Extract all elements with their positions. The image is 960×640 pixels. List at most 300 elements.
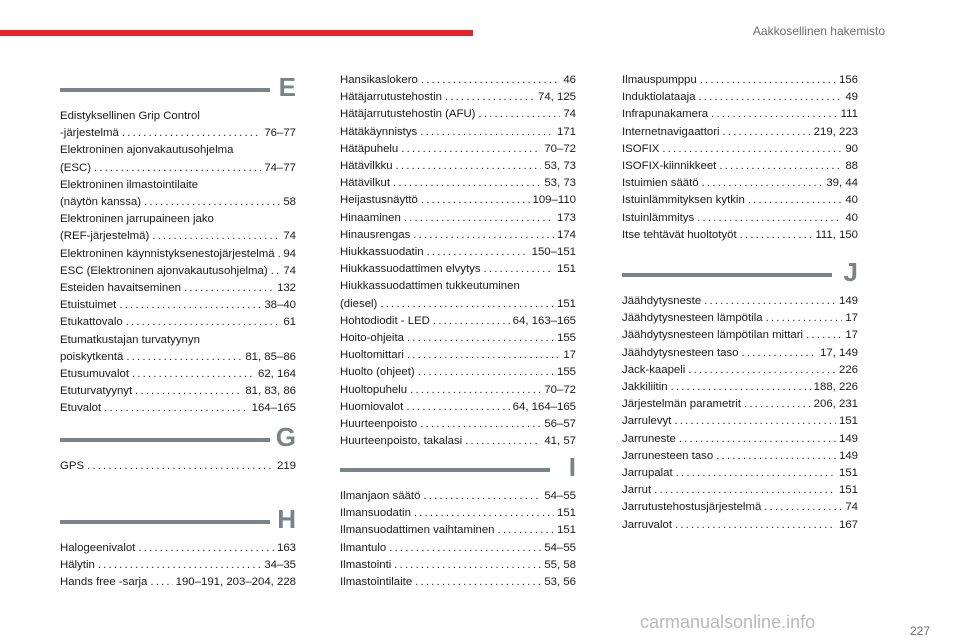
entry-pages: 76–77 xyxy=(264,127,296,140)
section-entries xyxy=(60,458,296,475)
section-rule xyxy=(60,520,270,524)
dot-leader xyxy=(271,263,281,280)
entry-label: Hohtodiodit - LED xyxy=(340,314,430,327)
index-entry xyxy=(340,416,576,433)
entry-row xyxy=(60,314,296,331)
entry-label: Huoltopuhelu xyxy=(340,383,408,396)
entry-row xyxy=(340,124,576,141)
dot-leader xyxy=(427,244,529,261)
entry-pages: 219, 223 xyxy=(813,125,858,138)
entry-row xyxy=(340,89,576,106)
entry-pages: 74 xyxy=(845,501,858,514)
index-entry xyxy=(622,72,858,89)
entry-pages: 64, 164–165 xyxy=(512,400,576,413)
dot-leader xyxy=(688,362,836,379)
entry-pages: 17 xyxy=(563,349,576,362)
entry-label: Hätävilkku xyxy=(340,160,393,173)
index-entry xyxy=(340,330,576,347)
index-entry xyxy=(622,431,858,448)
section-i-continued xyxy=(622,72,858,244)
dot-leader xyxy=(389,540,541,557)
dot-leader xyxy=(418,364,554,381)
dot-leader xyxy=(423,488,541,505)
entry-label: Etuistuimet xyxy=(60,299,117,312)
section-header xyxy=(340,452,576,488)
index-entry xyxy=(622,327,858,344)
entry-row xyxy=(60,280,296,297)
index-entry xyxy=(622,517,858,534)
dot-leader xyxy=(135,383,242,400)
section-entries xyxy=(60,540,296,592)
entry-row xyxy=(622,72,858,89)
dot-leader xyxy=(654,482,836,499)
entry-pages: 39, 44 xyxy=(826,177,858,190)
entry-pages: 151 xyxy=(838,467,858,480)
entry-label: Jäähdytysnesteen lämpötila xyxy=(622,312,763,325)
entry-label: poiskytkentä xyxy=(60,350,124,363)
dot-leader xyxy=(764,499,842,516)
entry-label: Istuinlämmitys xyxy=(622,211,695,224)
entry-label: Infrapunakamera xyxy=(622,108,709,121)
entry-row xyxy=(622,175,858,192)
dot-leader xyxy=(702,175,824,192)
dot-leader xyxy=(748,192,843,209)
index-entry xyxy=(340,175,576,192)
index-entry xyxy=(622,362,858,379)
section-letter: H xyxy=(277,504,296,534)
entry-row xyxy=(340,106,576,123)
section-letter: E xyxy=(278,72,296,102)
index-entry xyxy=(340,433,576,450)
entry-row xyxy=(622,448,858,465)
entry-label: Esteiden havaitseminen xyxy=(60,282,181,295)
entry-label: Jäähdytysneste xyxy=(622,295,702,307)
index-entry xyxy=(340,124,576,141)
index-entry xyxy=(60,280,296,297)
entry-label: Ilmansuodatin xyxy=(340,507,411,520)
page-number: 227 xyxy=(909,624,930,638)
index-entry xyxy=(340,278,576,312)
entry-label: Istuinlämmityksen kytkin xyxy=(622,194,745,207)
index-entry xyxy=(60,142,296,176)
index-entry xyxy=(622,396,858,413)
entry-row xyxy=(340,433,576,450)
entry-row xyxy=(340,158,576,175)
dot-leader xyxy=(766,310,843,327)
entry-row xyxy=(340,347,576,364)
entry-row xyxy=(60,557,296,574)
dot-leader xyxy=(380,296,554,313)
entry-pages: 55, 58 xyxy=(544,558,576,571)
dot-leader xyxy=(415,574,541,591)
entry-label: (ESC) xyxy=(60,161,92,174)
entry-row xyxy=(622,192,858,209)
entry-label: Induktiolataaja xyxy=(622,91,696,104)
entry-label: Hoito-ohjeita xyxy=(340,332,404,345)
entry-label: Ilmastointilaite xyxy=(340,576,413,589)
entry-pages: 61 xyxy=(283,316,296,329)
entry-row xyxy=(340,313,576,330)
entry-row xyxy=(340,261,576,278)
dot-leader xyxy=(138,540,274,557)
section-entries xyxy=(340,72,576,450)
dot-leader xyxy=(94,160,261,177)
entry-pages: 54–55 xyxy=(544,490,576,502)
entry-label: Järjestelmän parametrit xyxy=(622,398,742,411)
entry-label: Etusumuvalot xyxy=(60,368,130,381)
index-entry xyxy=(622,448,858,465)
index-entry xyxy=(340,399,576,416)
entry-label: ISOFIX xyxy=(622,142,660,155)
index-entry xyxy=(622,106,858,123)
dot-leader xyxy=(679,431,836,448)
entry-pages: 74, 125 xyxy=(537,91,576,104)
entry-pages: 151 xyxy=(556,297,576,310)
index-entry xyxy=(60,332,296,366)
dot-leader xyxy=(675,517,836,534)
entry-pages: 46 xyxy=(563,74,576,86)
section-entries xyxy=(340,488,576,591)
entry-row xyxy=(340,192,576,209)
index-entry xyxy=(340,210,576,227)
section-e xyxy=(60,72,296,418)
entry-label: Halogeenivalot xyxy=(60,542,136,554)
watermark: carmanualsonline.info xyxy=(640,612,816,632)
index-entry xyxy=(340,540,576,557)
index-entry xyxy=(60,458,296,475)
entry-pages: 54–55 xyxy=(544,541,576,554)
index-entry xyxy=(60,557,296,574)
dot-leader xyxy=(184,280,274,297)
entry-pages: 74 xyxy=(283,264,296,277)
entry-row xyxy=(340,382,576,399)
section-letter: G xyxy=(275,422,296,452)
entry-label: Ilmanjaon säätö xyxy=(340,490,421,502)
dot-leader xyxy=(152,228,280,245)
entry-label: Elektroninen jarrupaineen jako xyxy=(60,213,214,226)
entry-pages: 41, 57 xyxy=(544,435,576,448)
index-entry xyxy=(340,158,576,175)
entry-pages: 38–40 xyxy=(264,299,296,312)
entry-row xyxy=(340,175,576,192)
entry-pages: 206, 231 xyxy=(813,398,858,411)
dot-leader xyxy=(87,458,274,475)
dot-leader xyxy=(122,125,261,142)
entry-pages: 53, 73 xyxy=(544,160,576,173)
entry-label: Jarrut xyxy=(622,484,652,497)
entry-row xyxy=(60,400,296,417)
dot-leader xyxy=(126,349,242,366)
entry-row xyxy=(60,246,296,263)
entry-pages: 81, 83, 86 xyxy=(245,385,296,398)
index-entry xyxy=(622,141,858,158)
page-header-title: Aakkosellinen hakemisto xyxy=(752,24,885,38)
index-entry xyxy=(340,505,576,522)
dot-leader xyxy=(676,465,836,482)
section-rule xyxy=(60,438,270,442)
entry-row xyxy=(622,210,858,227)
dot-leader xyxy=(119,297,261,314)
entry-label: Elektroninen ilmastointilaite xyxy=(60,178,199,191)
entry-pages: 34–35 xyxy=(264,559,296,572)
entry-row xyxy=(622,482,858,499)
index-entry xyxy=(622,465,858,482)
entry-row xyxy=(60,160,296,177)
entry-pages: 88 xyxy=(845,160,858,173)
dot-leader xyxy=(700,72,836,89)
section-i xyxy=(340,452,576,591)
dot-leader xyxy=(401,141,541,158)
entry-pages: 17 xyxy=(845,312,858,325)
entry-label: Itse tehtävät huoltotyöt xyxy=(622,228,737,241)
entry-pages: 111 xyxy=(840,108,858,121)
entry-label: (REF-järjestelmä) xyxy=(60,230,150,243)
entry-label: Hiukkassuodattimen tukkeutuminen xyxy=(340,280,520,293)
entry-row xyxy=(60,574,296,591)
entry-pages: 156 xyxy=(838,74,858,86)
dot-leader xyxy=(674,413,836,430)
entry-pages: 151 xyxy=(556,507,576,520)
entry-pages: 155 xyxy=(556,332,576,345)
dot-leader xyxy=(98,557,261,574)
entry-pages: 219 xyxy=(276,460,296,472)
entry-row xyxy=(622,124,858,141)
dot-leader xyxy=(671,379,811,396)
entry-pages: 70–72 xyxy=(544,142,576,155)
entry-label: Etuturvatyynyt xyxy=(60,385,133,398)
dot-leader xyxy=(698,89,842,106)
entry-label: Huurteenpoisto, takalasi xyxy=(340,435,463,448)
index-entry xyxy=(622,158,858,175)
section-header xyxy=(60,422,296,458)
entry-row xyxy=(340,141,576,158)
entry-row xyxy=(622,141,858,158)
entry-row xyxy=(622,396,858,413)
entry-row xyxy=(60,228,296,245)
index-entry xyxy=(340,347,576,364)
index-entry xyxy=(60,108,296,142)
dot-leader xyxy=(420,416,541,433)
entry-pages: 53, 73 xyxy=(544,177,576,190)
dot-leader xyxy=(421,192,530,209)
entry-pages: 111, 150 xyxy=(815,228,858,241)
entry-row xyxy=(622,413,858,430)
entry-label: Jäähdytysnesteen lämpötilan mittari xyxy=(622,329,804,342)
entry-pages: 164–165 xyxy=(251,402,296,415)
dot-leader xyxy=(498,522,554,539)
entry-label: Huurteenpoisto xyxy=(340,418,418,431)
entry-pages: 17, 149 xyxy=(819,346,858,359)
entry-pages: 132 xyxy=(276,282,296,295)
entry-pages: 40 xyxy=(845,194,858,207)
dot-leader xyxy=(278,246,281,263)
entry-row xyxy=(60,366,296,383)
dot-leader xyxy=(407,347,560,364)
entry-pages: 74 xyxy=(563,108,576,121)
entry-row xyxy=(622,465,858,482)
index-entry xyxy=(60,297,296,314)
entry-row xyxy=(622,362,858,379)
entry-pages: 149 xyxy=(838,449,858,462)
entry-label: (diesel) xyxy=(340,297,378,310)
section-entries xyxy=(622,72,858,244)
index-entry xyxy=(622,210,858,227)
entry-pages: 62, 164 xyxy=(257,368,296,381)
index-entry xyxy=(340,574,576,591)
entry-label: Hinaaminen xyxy=(340,211,401,224)
section-rule xyxy=(60,88,270,92)
dot-leader xyxy=(806,327,842,344)
entry-row xyxy=(340,72,576,89)
entry-row xyxy=(340,227,576,244)
entry-label: Elektroninen käynnistyksenestojärjestelmä xyxy=(60,247,275,260)
entry-row xyxy=(60,194,296,211)
dot-leader xyxy=(396,158,542,175)
entry-label: Edistyksellinen Grip Control xyxy=(60,110,200,122)
entry-label: Jarruvalot xyxy=(622,518,673,531)
entry-pages: 151 xyxy=(838,484,858,497)
entry-label: Ilmansuodattimen vaihtaminen xyxy=(340,524,495,537)
index-entry xyxy=(622,345,858,362)
section-letter: I xyxy=(568,452,576,482)
entry-pages: 151 xyxy=(838,415,858,428)
index-entry xyxy=(622,310,858,327)
entry-pages: 74 xyxy=(283,230,296,243)
index-entry xyxy=(60,263,296,280)
entry-label: Elektroninen ajonvakautusohjelma xyxy=(60,144,234,157)
index-entry xyxy=(340,141,576,158)
entry-pages: 58 xyxy=(283,196,296,209)
entry-pages: 167 xyxy=(838,518,858,531)
entry-label: Hätävilkut xyxy=(340,177,391,190)
dot-leader xyxy=(742,345,817,362)
index-entry xyxy=(340,192,576,209)
entry-row xyxy=(60,540,296,557)
entry-row xyxy=(60,125,296,142)
index-entry xyxy=(340,313,576,330)
entry-label: Heijastusnäyttö xyxy=(340,194,418,207)
dot-leader xyxy=(126,314,281,331)
entry-row xyxy=(340,364,576,381)
index-entry xyxy=(622,482,858,499)
entry-label: Hands free -sarja xyxy=(60,576,148,589)
section-header xyxy=(60,504,296,540)
entry-row xyxy=(622,106,858,123)
index-entry xyxy=(60,400,296,417)
index-entry xyxy=(340,522,576,539)
dot-leader xyxy=(445,89,535,106)
entry-row xyxy=(340,505,576,522)
entry-row xyxy=(622,310,858,327)
index-entry xyxy=(622,413,858,430)
entry-label: Huolto (ohjeet) xyxy=(340,366,415,379)
entry-row xyxy=(340,540,576,557)
entry-pages: 226 xyxy=(838,363,858,376)
section-rule xyxy=(340,468,550,472)
entry-pages: 149 xyxy=(838,295,858,307)
entry-row xyxy=(60,349,296,366)
entry-pages: 17 xyxy=(845,329,858,342)
index-entry xyxy=(622,124,858,141)
entry-row xyxy=(340,210,576,227)
entry-row xyxy=(622,431,858,448)
index-entry xyxy=(340,72,576,89)
entry-label: Internetnavigaattori xyxy=(622,125,720,138)
entry-row xyxy=(622,327,858,344)
entry-label: Hälytin xyxy=(60,559,95,572)
entry-label: Hätäjarrutustehostin (AFU) xyxy=(340,108,476,121)
entry-row xyxy=(340,416,576,433)
index-entry xyxy=(60,540,296,557)
dot-leader xyxy=(404,210,554,227)
entry-label: Jarrunesteen taso xyxy=(622,449,714,462)
dot-leader xyxy=(484,261,554,278)
index-entry xyxy=(622,499,858,516)
entry-label: Jakkiliitin xyxy=(622,381,668,394)
index-entry xyxy=(622,227,858,244)
entry-pages: 74–77 xyxy=(264,161,296,174)
index-entry xyxy=(60,177,296,211)
dot-leader xyxy=(716,448,836,465)
dot-leader xyxy=(433,313,510,330)
section-h-continued xyxy=(340,72,576,450)
index-entry xyxy=(340,89,576,106)
dot-leader xyxy=(150,574,172,591)
dot-leader xyxy=(740,227,813,244)
index-entry xyxy=(340,244,576,261)
section-entries xyxy=(60,108,296,418)
entry-row xyxy=(622,89,858,106)
dot-leader xyxy=(744,396,811,413)
entry-row xyxy=(340,244,576,261)
dot-leader xyxy=(410,382,541,399)
entry-row xyxy=(340,399,576,416)
entry-pages: 81, 85–86 xyxy=(245,350,296,363)
section-entries xyxy=(622,293,858,534)
entry-label: Jäähdytysnesteen taso xyxy=(622,346,739,359)
entry-label: Ilmastointi xyxy=(340,558,392,571)
entry-label: Huomiovalot xyxy=(340,400,404,413)
index-entry xyxy=(622,379,858,396)
entry-label: Jack-kaapeli xyxy=(622,363,686,376)
entry-label: ESC (Elektroninen ajonvakautusohjelma) xyxy=(60,264,268,277)
entry-row xyxy=(60,297,296,314)
index-entry xyxy=(340,227,576,244)
entry-row xyxy=(622,379,858,396)
entry-label: Jarrutustehostusjärjestelmä xyxy=(622,501,762,514)
entry-label: Jarrulevyt xyxy=(622,415,672,428)
dot-leader xyxy=(662,141,842,158)
dot-leader xyxy=(465,433,541,450)
dot-leader xyxy=(723,124,811,141)
entry-pages: 190–191, 203–204, 228 xyxy=(175,576,296,589)
entry-pages: 163 xyxy=(276,542,296,554)
entry-row xyxy=(340,522,576,539)
entry-label: Hansikaslokero xyxy=(340,74,418,86)
index-entry xyxy=(340,557,576,574)
dot-leader xyxy=(711,106,838,123)
index-entry xyxy=(622,293,858,310)
section-g xyxy=(60,422,296,475)
section-header xyxy=(60,72,296,108)
entry-label: Hätäjarrutustehostin xyxy=(340,91,442,104)
dot-leader xyxy=(697,210,842,227)
entry-label: -järjestelmä xyxy=(60,127,119,140)
index-entry xyxy=(340,364,576,381)
dot-leader xyxy=(413,227,554,244)
header-accent-bar xyxy=(0,30,473,36)
entry-label: Hätäkäynnistys xyxy=(340,125,418,138)
